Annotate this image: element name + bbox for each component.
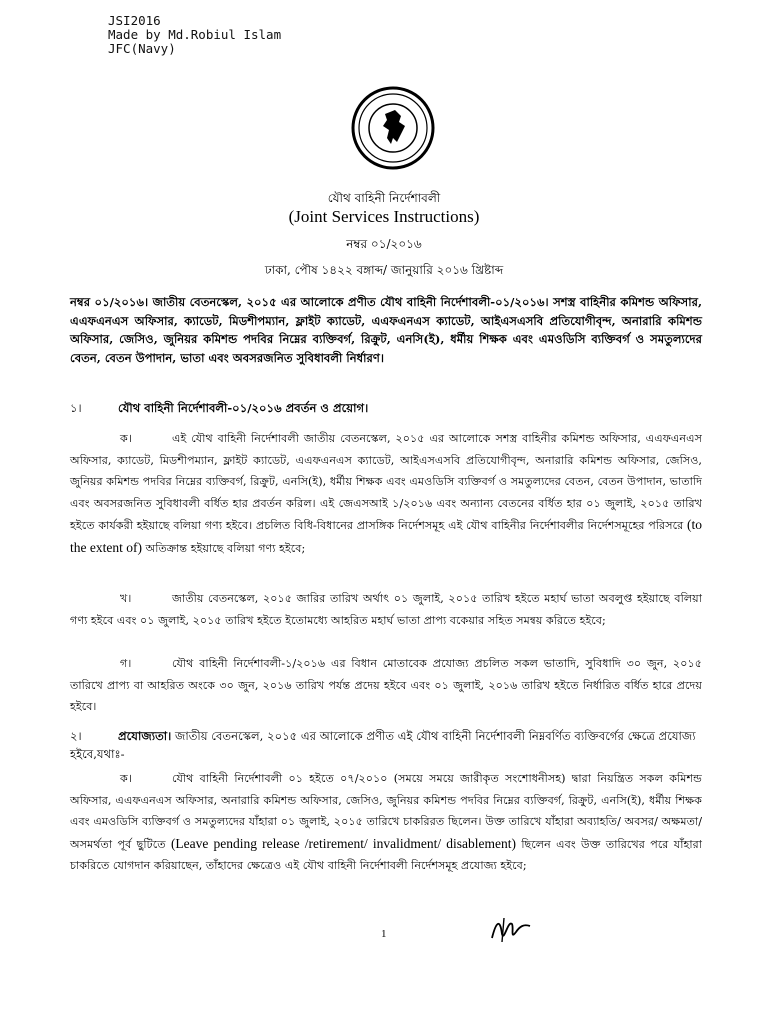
item-text: অতিক্রান্ত হইয়াছে বলিয়া গণ্য হইবে; [145, 541, 306, 555]
header-note-line: JFC(Navy) [108, 41, 176, 56]
header-note [108, 14, 281, 56]
item-text-english: (to the extent of) [70, 517, 702, 555]
item-text: জাতীয় বেতনস্কেল, ২০১৫ জারির তারিখ অর্থাৎ ০১ জুলাই, ২০১৫ তারিখ হইতে মহার্ঘ ভাতা অবলুপ্ত হইয়াছে বলিয়া গণ্য হইবে এবং ০১ জুলাই, ২০১৫ তারিখ হইতে ইতোমধ্যে আহরিত মহার্ঘ ভাতা প্রাপ্য বকেয়ার সহিত সমন্বয় করিতে হইবে; [70, 592, 702, 627]
section-text: জাতীয় বেতনস্কেল, ২০১৫ এর আলোকে প্রণীত এই যৌথ বাহিনী নির্দেশাবলী নিম্নবর্ণিত ব্যক্তিবর্গের ক্ষেত্রে প্রযোজ্য হইবে,যথাঃ- [70, 729, 696, 761]
section-1-heading [70, 399, 702, 417]
section-2-item-ka [70, 768, 702, 877]
government-seal-icon [351, 86, 435, 170]
item-marker: ক। [120, 772, 132, 785]
section-1-item-ka [70, 428, 702, 559]
page-number: 1 [381, 928, 387, 940]
item-marker: ক। [120, 432, 132, 445]
title-bengali: যৌথ বাহিনী নির্দেশাবলী [327, 191, 441, 205]
item-marker: গ। [120, 657, 132, 670]
title-english: (Joint Services Instructions) [288, 207, 480, 226]
item-text-english: (Leave pending release /retirement/ invalidment/ disablement) [170, 835, 516, 851]
header-note-line: JSI2016 [108, 13, 161, 28]
section-number: ২। [70, 729, 82, 743]
item-text: যৌথ বাহিনী নির্দেশাবলী-১/২০১৬ এর বিধান মোতাবেক প্রযোজ্য প্রচলিত সকল ভাতাদি, সুবিধাদি ৩০ জুন, ২০১৫ তারিখে প্রাপ্য বা আহরিত অংকে ৩০ জুন, ২০১৬ তারিখ পর্যন্ত প্রদেয় হইবে এবং ০১ জুলাই, ২০১৬ তারিখ হইতে নির্ধারিত বর্ধিত হারে প্রদেয় হইবে। [70, 657, 702, 713]
item-text: ছিলেন এবং উক্ত তারিখের পরে যাঁহারা চাকরিতে যোগদান করিয়াছেন, তাঁহাদের ক্ষেত্রেও এই যৌথ বাহিনী নির্দেশাবলী নির্দেশসমূহ প্রযোজ্য হইবে; [70, 837, 702, 872]
section-1-item-ga [70, 653, 702, 718]
section-1-item-kha [70, 588, 702, 631]
item-marker: খ। [120, 592, 132, 605]
signature-icon [486, 912, 534, 946]
item-text: এই যৌথ বাহিনী নির্দেশাবলী জাতীয় বেতনস্কেল, ২০১৫ এর আলোকে সশস্ত্র বাহিনীর কমিশন্ড অফিসার, এএফএনএস অফিসার, ক্যাডেট, মিডশীপম্যান, ফ্লাইট ক্যাডেট, এএফএনএস ক্যাডেট, আইএসএসবি প্রতিযোগীবৃন্দ, অনারারি কমিশন্ড অফিসার, জেসিও, জুনিয়র কমিশন্ড পদবির নিম্নের ব্যক্তিবর্গ, রিক্রুট, এনসি(ই), ধর্মীয় শিক্ষক এবং এমওডিসি ব্যক্তিবর্গ ও সমতুল্যদের বেতন, বেতন উপাদান, ভাতাদি এবং অবসরজনিত সুবিধাবলী বর্ধিত হার প্রবর্তন করিল। এই জেএসআই ১/২০১৬ এবং অন্যান্য বেতনের বর্ধিত হার ০১ জুলাই, ২০১৫ তারিখ হইতে কার্যকরী হইয়াছে বলিয়া গণ্য হইবে। প্রচলিত বিধি-বিধানের প্রাসঙ্গিক নির্দেশসমূহ এই যৌথ বাহিনীর নির্দেশাবলীর নির্দেশসমূহের পরিসরে [70, 432, 702, 532]
section-heading: যৌথ বাহিনী নির্দেশাবলী-০১/২০১৬ প্রবর্তন ও প্রয়োগ। [118, 401, 369, 415]
section-2-heading [70, 727, 702, 763]
section-heading: প্রযোজ্যতা। [118, 729, 172, 743]
section-number: ১। [70, 401, 82, 415]
intro-paragraph: নম্বর ০১/২০১৬। জাতীয় বেতনস্কেল, ২০১৫ এর আলোকে প্রণীত যৌথ বাহিনী নির্দেশাবলী-০১/২০১৬। সশস্ত্র বাহিনীর কমিশন্ড অফিসার, এএফএনএস অফিসার, ক্যাডেট, মিডশীপম্যান, ফ্লাইট ক্যাডেট, এএফএনএস ক্যাডেট, আইএসএসবি প্রতিযোগীবৃন্দ, অনারারি কমিশন্ড অফিসার, জেসিও, জুনিয়র কমিশন্ড পদবির নিম্নের ব্যক্তিবর্গ, রিক্রুট, এনসি(ই), ধর্মীয় শিক্ষক এবং এমওডিসি ব্যক্তিবর্গ ও সমতুল্যদের বেতন, বেতন উপাদান, ভাতা এবং অবসরজনিত সুবিধাবলী নির্ধারণ। [70, 295, 702, 366]
document-number: নম্বর ০১/২০১৬ [346, 237, 422, 251]
header-note-line: Made by Md.Robiul Islam [108, 27, 282, 42]
dateline: ঢাকা, পৌষ ১৪২২ বঙ্গাব্দ/ জানুয়ারি ২০১৬ খ্রিষ্টাব্দ [264, 263, 504, 277]
document-title-block [0, 190, 768, 278]
item-text: যৌথ বাহিনী নির্দেশাবলী ০১ হইতে ০৭/২০১০ (সময়ে সময়ে জারীকৃত সংশোধনীসহ) দ্বারা নিয়ন্ত্রিত সকল কমিশন্ড অফিসার, এএফএনএস অফিসার, অনারারি কমিশন্ড অফিসার, জেসিও, জুনিয়র কমিশন্ড পদবির নিম্নের ব্যক্তিবর্গ, রিক্রুট, এনসি(ই), ধর্মীয় শিক্ষক এবং এমওডিসি ব্যক্তিবর্গ ও সমতুল্যদের যাঁহারা ০১ জুলাই, ২০১৫ তারিখে চাকরিরত ছিলেন। উক্ত তারিখে যাঁহারা অব্যাহতি/ অবসর/ অক্ষমতা/ অসমর্থতা পূর্ব ছুটিতে [70, 772, 702, 851]
